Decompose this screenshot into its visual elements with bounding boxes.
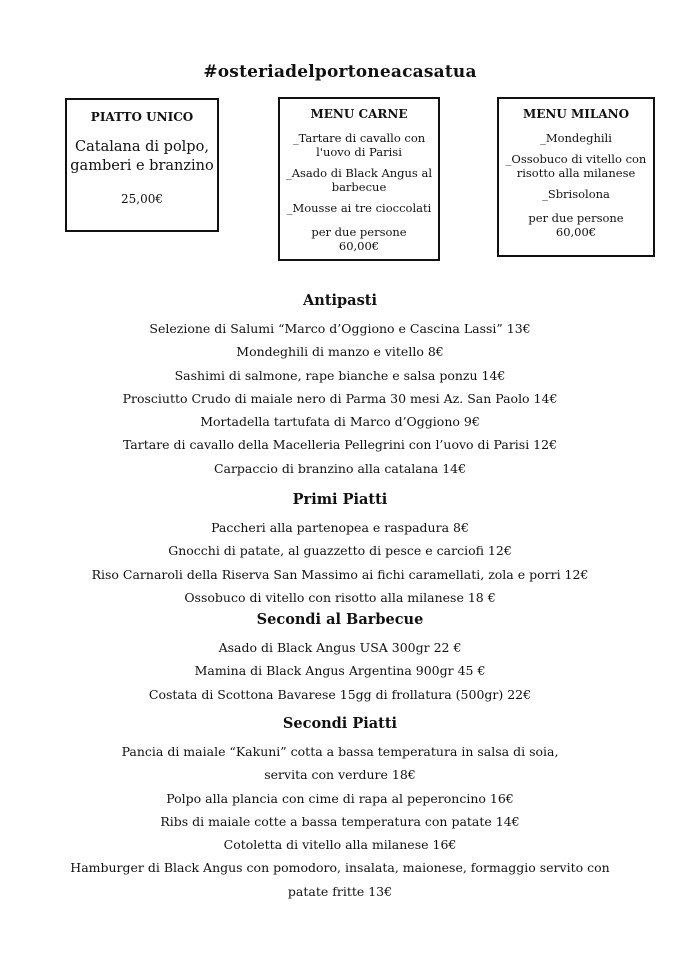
menu-item: Tartare di cavallo della Macelleria Pellegrini con l’uovo di Parisi 12€: [122, 437, 558, 453]
menu-carne-item: _Tartare di cavallo con l'uovo di Parisi: [292, 131, 426, 159]
menu-item: Ribs di maiale cotte a bassa temperatura con patate 14€: [160, 813, 520, 829]
menu-carne-title: MENU CARNE: [310, 107, 408, 121]
page-title: #osteriadelportoneacasatua: [203, 62, 477, 82]
menu-item: Mamina di Black Angus Argentina 900gr 45 €: [194, 663, 486, 679]
secondi-heading: Secondi Piatti: [282, 715, 398, 732]
piatto-unico-price: 25,00€: [121, 192, 163, 206]
barbecue-heading: Secondi al Barbecue: [256, 611, 424, 628]
menu-milano-item: _Sbrisolona: [542, 187, 610, 201]
menu-carne-item: _Asado di Black Angus al barbecue: [285, 166, 433, 194]
secondi-section: [0, 715, 680, 903]
menu-carne-note: per due persone: [311, 225, 407, 239]
menu-item: patate fritte 13€: [287, 883, 393, 899]
menu-milano-note: per due persone: [528, 211, 624, 225]
primi-section: [0, 491, 680, 609]
antipasti-heading: Antipasti: [303, 292, 377, 309]
menu-carne-item: _Mousse ai tre cioccolati: [286, 201, 432, 215]
piatto-unico-dish: [67, 138, 217, 176]
barbecue-section: [0, 611, 680, 706]
piatto-unico-box: [65, 98, 219, 232]
menu-item: servita con verdure 18€: [264, 767, 416, 783]
menu-carne-price: 60,00€: [338, 239, 380, 253]
menu-item: Ossobuco di vitello con risotto alla milanese 18 €: [184, 589, 496, 605]
menu-item: Cotoletta di vitello alla milanese 16€: [223, 837, 457, 853]
menu-milano-box: [497, 97, 655, 257]
menu-item: Hamburger di Black Angus con pomodoro, insalata, maionese, formaggio servito con: [70, 860, 610, 876]
menu-milano-item: _Mondeghili: [540, 131, 612, 145]
menu-item: Gnocchi di patate, al guazzetto di pesce e carciofi 12€: [168, 543, 512, 559]
menu-item: Carpaccio di branzino alla catalana 14€: [213, 460, 467, 476]
piatto-unico-dish-line: Catalana di polpo,: [75, 139, 209, 155]
menu-item: Costata di Scottona Bavarese 15gg di frollatura (500gr) 22€: [148, 686, 532, 702]
menu-item: Sashimi di salmone, rape bianche e salsa ponzu 14€: [174, 367, 506, 383]
primi-heading: Primi Piatti: [292, 491, 388, 508]
menu-item: Asado di Black Angus USA 300gr 22 €: [218, 640, 462, 655]
menu-item: Mondeghili di manzo e vitello 8€: [236, 344, 444, 360]
menu-item: Prosciutto Crudo di maiale nero di Parma 30 mesi Az. San Paolo 14€: [122, 390, 558, 406]
menu-carne-box: [278, 97, 440, 261]
menu-milano-title: MENU MILANO: [522, 107, 630, 121]
menu-milano-price: 60,00€: [555, 225, 597, 239]
menu-item: Polpo alla plancia con cime di rapa al peperoncino 16€: [166, 790, 514, 806]
menu-milano-item: _Ossobuco di vitello con risotto alla milanese: [505, 152, 647, 180]
antipasti-section: [0, 292, 680, 480]
menu-item: Selezione di Salumi “Marco d’Oggiono e Cascina Lassi” 13€: [149, 321, 531, 336]
menu-item: Riso Carnaroli della Riserva San Massimo ai fichi caramellati, zola e porri 12€: [91, 566, 589, 582]
piatto-unico-title: PIATTO UNICO: [90, 110, 194, 124]
menu-item: Mortadella tartufata di Marco d’Oggiono 9€: [200, 414, 480, 430]
piatto-unico-dish-line: gamberi e branzino: [70, 158, 214, 174]
menu-item: Pancia di maiale “Kakuni” cotta a bassa temperatura in salsa di soia,: [121, 744, 559, 759]
menu-item: Paccheri alla partenopea e raspadura 8€: [211, 520, 469, 535]
